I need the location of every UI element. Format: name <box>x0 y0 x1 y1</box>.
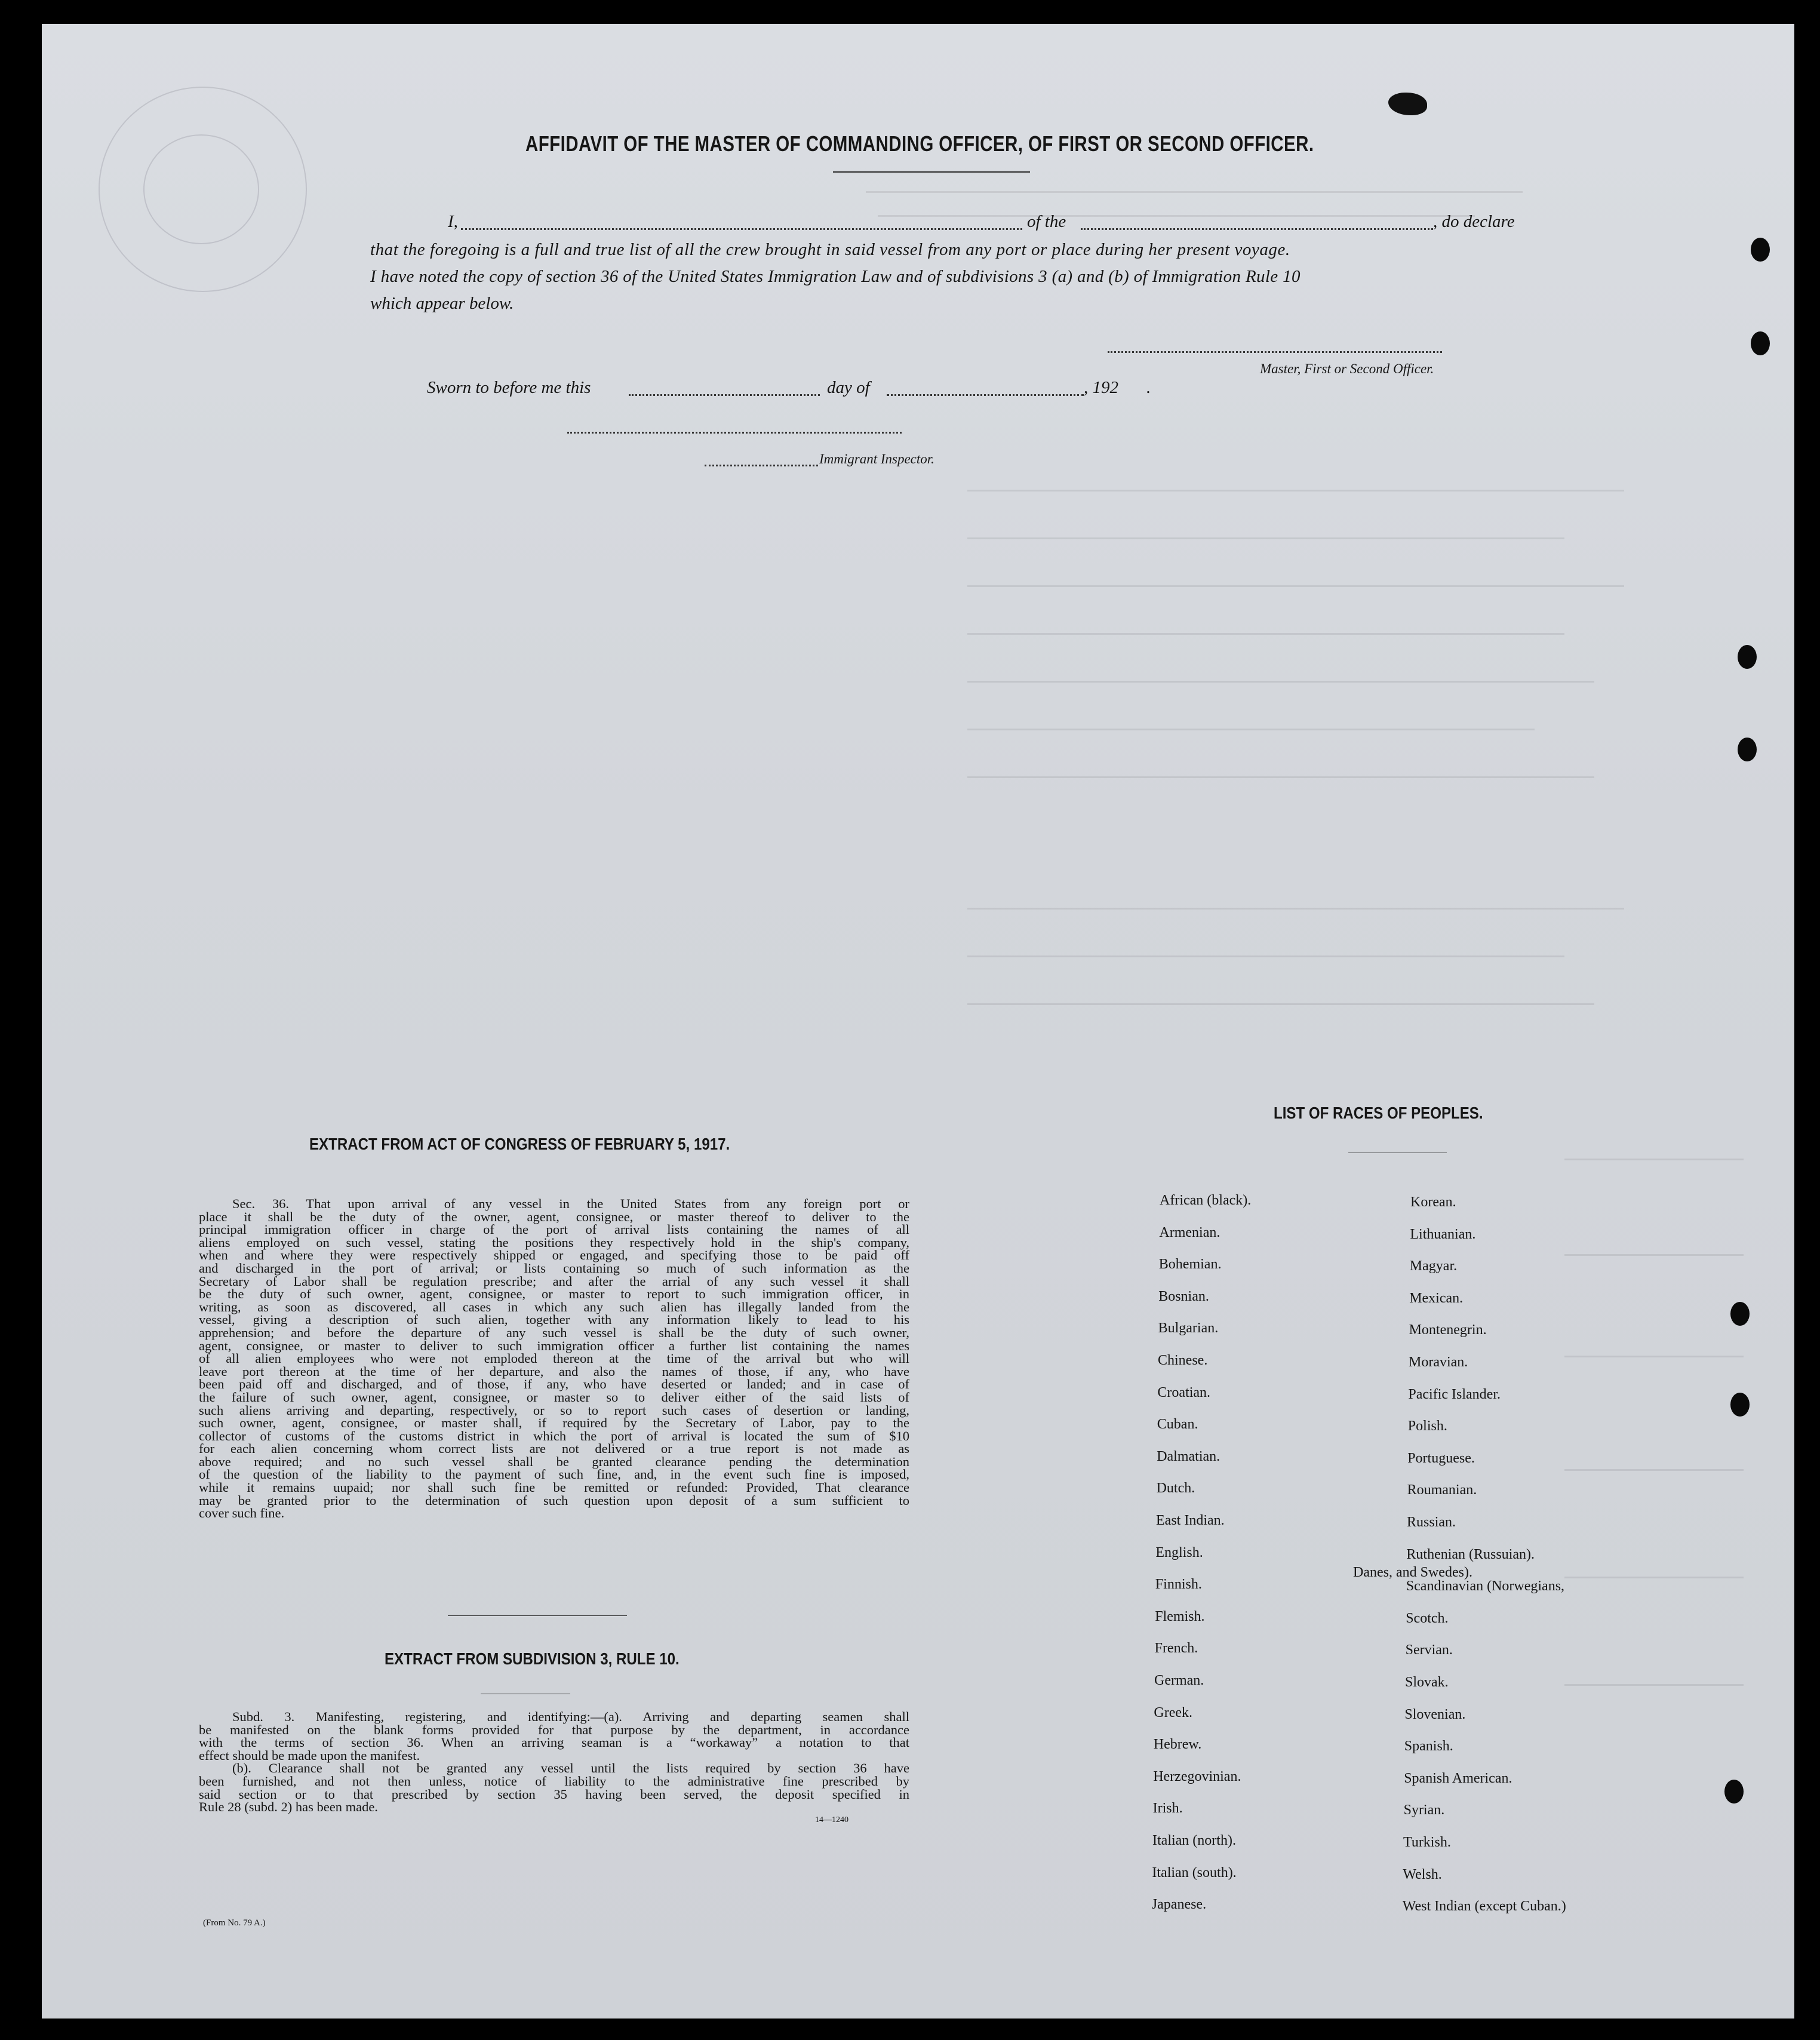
act-extract-body <box>199 1197 909 1520</box>
bleed-through-line <box>1564 1577 1744 1578</box>
race-item: Polish. <box>1407 1418 1447 1434</box>
race-item: German. <box>1154 1673 1204 1688</box>
race-item: Irish. <box>1152 1801 1183 1817</box>
bleed-through-line <box>1564 1469 1744 1471</box>
race-item: Italian (north). <box>1152 1833 1236 1848</box>
bleed-through-line <box>967 908 1624 910</box>
text-line: leave port thereon at the time of her departure, and also the names of those, if any, who have <box>199 1363 909 1379</box>
affidavit-title: AFFIDAVIT OF THE MASTER OF COMMANDING OFFICER, OF FIRST OR SECOND OFFICER. <box>525 131 1314 156</box>
declaration-line-3: I have noted the copy of section 36 of the United States Immigration Law and of subdivisions 3 (a) and (b) of Immigration Rule 10 <box>370 267 1301 286</box>
text-line: Subd. 3. Manifesting, registering, and identifying:—(a). Arriving and departing seamen shall <box>232 1709 909 1724</box>
race-item: Greek. <box>1154 1704 1193 1721</box>
inspector-label: Immigrant Inspector. <box>819 451 934 466</box>
race-continuation: Danes, and Swedes). <box>1353 1565 1472 1580</box>
text-line: agent, consignee, or master to deliver to such immigration officer a further list containing the names <box>199 1338 909 1353</box>
declaration-of-the: of the <box>1027 212 1066 231</box>
rule-extract-title: EXTRACT FROM SUBDIVISION 3, RULE 10. <box>385 1649 680 1668</box>
race-item: Hebrew. <box>1153 1737 1202 1753</box>
race-item: Turkish. <box>1403 1835 1451 1850</box>
bleed-through-line <box>967 1003 1594 1005</box>
race-item: Flemish. <box>1155 1608 1205 1624</box>
text-line: while it remains uupaid; nor shall such fine be remitted or refunded: Provided, That clearance <box>199 1480 909 1495</box>
race-item: Portuguese. <box>1407 1450 1475 1466</box>
bleed-through-line <box>967 633 1564 635</box>
bleed-through-line <box>1564 1159 1744 1160</box>
text-line: for each alien concerning whom correct lists are not delivered or a true report is not made as <box>199 1441 909 1457</box>
bleed-through-line <box>967 681 1594 683</box>
punch-hole <box>1738 645 1757 669</box>
race-item: Slovak. <box>1405 1675 1449 1690</box>
text-line: been paid off and discharged, and of those, if any, who have deserted or landed; and in case of <box>199 1377 909 1392</box>
bleed-through-line <box>1564 1684 1744 1686</box>
text-line: (b). Clearance shall not be granted any vessel until the lists required by section 36 have <box>232 1761 909 1776</box>
race-item: Slovenian. <box>1404 1706 1466 1722</box>
race-item: Bosnian. <box>1158 1288 1209 1304</box>
sworn-year: , 192 <box>1084 378 1118 397</box>
race-item: Spanish. <box>1404 1738 1453 1755</box>
race-item: Cuban. <box>1157 1417 1198 1433</box>
text-line: Rule 28 (subd. 2) has been made. <box>199 1799 378 1815</box>
text-line: of the question of the liability to the payment of such fine, and, in the event such fine is imposed, <box>199 1467 909 1482</box>
title-underline <box>833 171 1030 173</box>
race-item: East Indian. <box>1156 1513 1225 1528</box>
race-item: West Indian (except Cuban.) <box>1402 1898 1566 1915</box>
inspector-signature-field-upper[interactable] <box>567 432 902 434</box>
race-item: Montenegrin. <box>1409 1322 1487 1338</box>
race-item: Russian. <box>1407 1514 1456 1530</box>
text-line: place it shall be the duty of the owner, agent, consignee, or master thereof to deliver to the <box>199 1209 909 1224</box>
document-page <box>42 24 1794 2019</box>
text-line: effect should be made upon the manifest. <box>199 1747 420 1763</box>
bleed-through-line <box>1564 1356 1744 1357</box>
text-line: said section or to that prescribed by section 35 having been served, the deposit specified in <box>199 1786 909 1802</box>
race-item: Ruthenian (Russuian). <box>1406 1546 1535 1562</box>
text-line: with the terms of section 36. When an arriving seaman is a “workaway” a notation to that <box>199 1735 909 1750</box>
sworn-period: . <box>1146 378 1151 397</box>
form-number: (From No. 79 A.) <box>203 1918 266 1928</box>
declarant-name-field[interactable] <box>461 228 1022 230</box>
text-line: such aliens arriving and departing, respectively, or so to report such cases of desertion or landing, <box>199 1402 909 1418</box>
text-line: principal immigration officer in charge of the port of arrival lists containing the names of all <box>199 1222 909 1237</box>
text-line: and discharged in the port of arrival; or lists containing so much of such information as the <box>199 1260 909 1276</box>
sworn-day-field[interactable] <box>629 394 820 396</box>
act-extract-title: EXTRACT FROM ACT OF CONGRESS OF FEBRUARY 5, 1917. <box>309 1135 730 1153</box>
race-item: Bulgarian. <box>1158 1320 1219 1337</box>
vessel-name-field[interactable] <box>1081 228 1433 230</box>
text-line: such owner, agent, consignee, or master shall, if required by the Secretary of Labor, pay to the <box>199 1415 909 1431</box>
race-item: English. <box>1155 1544 1203 1560</box>
race-item: Italian (south). <box>1152 1864 1237 1881</box>
race-item: Chinese. <box>1158 1353 1208 1368</box>
text-line: Secretary of Labor shall be regulation prescribe; and after the arrial of any such vessel it shall <box>199 1273 909 1289</box>
bleed-through-line <box>967 729 1535 730</box>
race-item: Pacific Islander. <box>1408 1386 1501 1402</box>
text-line: been furnished, and not then unless, notice of liability to the administrative fine prescribed by <box>199 1773 909 1789</box>
punch-hole <box>1738 738 1757 761</box>
race-item: Spanish American. <box>1404 1770 1512 1786</box>
race-item: African (black). <box>1160 1193 1252 1208</box>
text-line: writing, as soon as discovered, all cases in which any such alien has illegally landed from the <box>199 1299 909 1314</box>
punch-hole <box>1730 1302 1750 1326</box>
bleed-through-line <box>967 585 1624 587</box>
races-title: LIST OF RACES OF PEOPLES. <box>1274 1104 1483 1122</box>
bleed-through-line <box>967 490 1624 491</box>
text-line: be manifested on the blank forms provided for that purpose by the department, in accordance <box>199 1722 909 1737</box>
race-item: Moravian. <box>1409 1354 1468 1370</box>
bleed-through-line <box>967 956 1564 957</box>
sworn-month-field[interactable] <box>887 394 1084 396</box>
section-divider <box>448 1615 627 1616</box>
text-line: when and where they were respectively shipped or engaged, and specifying those to be paid off <box>199 1248 909 1263</box>
race-item: Herzegovinian. <box>1153 1768 1241 1784</box>
bleed-through-line <box>878 215 1475 217</box>
race-item: Dalmatian. <box>1157 1448 1220 1464</box>
declaration-i: I, <box>448 212 458 231</box>
text-line: above required; and no such vessel shall be granted clearance pending the determination <box>199 1454 909 1469</box>
declaration-do-declare: , do declare <box>1433 212 1515 231</box>
text-line: of all alien employees who were not emploded thereon at the time of the arrival but who will <box>199 1351 909 1366</box>
text-line: vessel, giving a description of such alien, together with any information likely to lead to his <box>199 1312 909 1328</box>
declaration-line-4: which appear below. <box>370 294 514 313</box>
text-line: the failure of such owner, agent, consignee, or master so to deliver either of the said lists of <box>199 1389 909 1405</box>
race-item: Roumanian. <box>1407 1482 1477 1498</box>
race-item: Japanese. <box>1151 1897 1207 1913</box>
bleed-through-line <box>967 537 1564 539</box>
race-item: Lithuanian. <box>1410 1226 1476 1242</box>
race-item: Dutch. <box>1156 1480 1195 1497</box>
ink-blot <box>1388 93 1427 115</box>
text-line: apprehension; and before the departure of any such vessel is shall be the duty of such owner, <box>199 1325 909 1340</box>
inspector-signature-field[interactable] <box>705 465 818 466</box>
text-line: may be granted prior to the determination of such question upon deposit of a sum sufficient to <box>199 1492 909 1508</box>
race-item: French. <box>1154 1640 1198 1657</box>
declaration-line-2: that the foregoing is a full and true list of all the crew brought in said vessel from any port or place during her present voyage. <box>370 240 1290 259</box>
text-line: collector of customs of the customs district in which the port of arrival is located the sum of $10 <box>199 1428 909 1443</box>
race-item: Scandinavian (Norwegians, <box>1406 1578 1565 1594</box>
master-signature-label: Master, First or Second Officer. <box>1260 361 1434 376</box>
race-item: Syrian. <box>1403 1802 1445 1818</box>
punch-hole <box>1730 1393 1750 1417</box>
punch-hole <box>1751 238 1770 262</box>
bleed-through-line <box>967 776 1594 778</box>
race-item: Korean. <box>1410 1194 1456 1210</box>
race-item: Scotch. <box>1406 1610 1449 1626</box>
form-code: 14—1240 <box>815 1815 848 1824</box>
race-item: Servian. <box>1405 1642 1453 1658</box>
race-item: Croatian. <box>1157 1384 1211 1400</box>
rule-extract-body <box>199 1710 909 1814</box>
race-item: Welsh. <box>1403 1866 1442 1882</box>
text-line: aliens employed on such vessel, stating the positions they respectively hold in the ship's company, <box>199 1234 909 1250</box>
race-item: Magyar. <box>1409 1258 1458 1274</box>
master-signature-field[interactable] <box>1108 351 1442 353</box>
race-item: Mexican. <box>1409 1290 1464 1306</box>
text-line: be the duty of such owner, agent, consignee, or master to report to such immigration officer, in <box>199 1286 909 1302</box>
race-item: Bohemian. <box>1158 1256 1222 1273</box>
punch-hole <box>1724 1780 1744 1804</box>
text-line: Sec. 36. That upon arrival of any vessel in the United States from any foreign port or <box>232 1196 909 1211</box>
sworn-day-of: day of <box>827 378 870 397</box>
punch-hole <box>1751 331 1770 355</box>
race-item: Armenian. <box>1159 1224 1220 1240</box>
bleed-through-line <box>866 191 1523 193</box>
race-item: Finnish. <box>1155 1577 1202 1593</box>
text-line: cover such fine. <box>199 1506 285 1521</box>
sworn-before-me: Sworn to before me this <box>427 378 591 397</box>
bleed-through-line <box>1564 1254 1744 1256</box>
embossed-seal-inner <box>143 134 259 244</box>
